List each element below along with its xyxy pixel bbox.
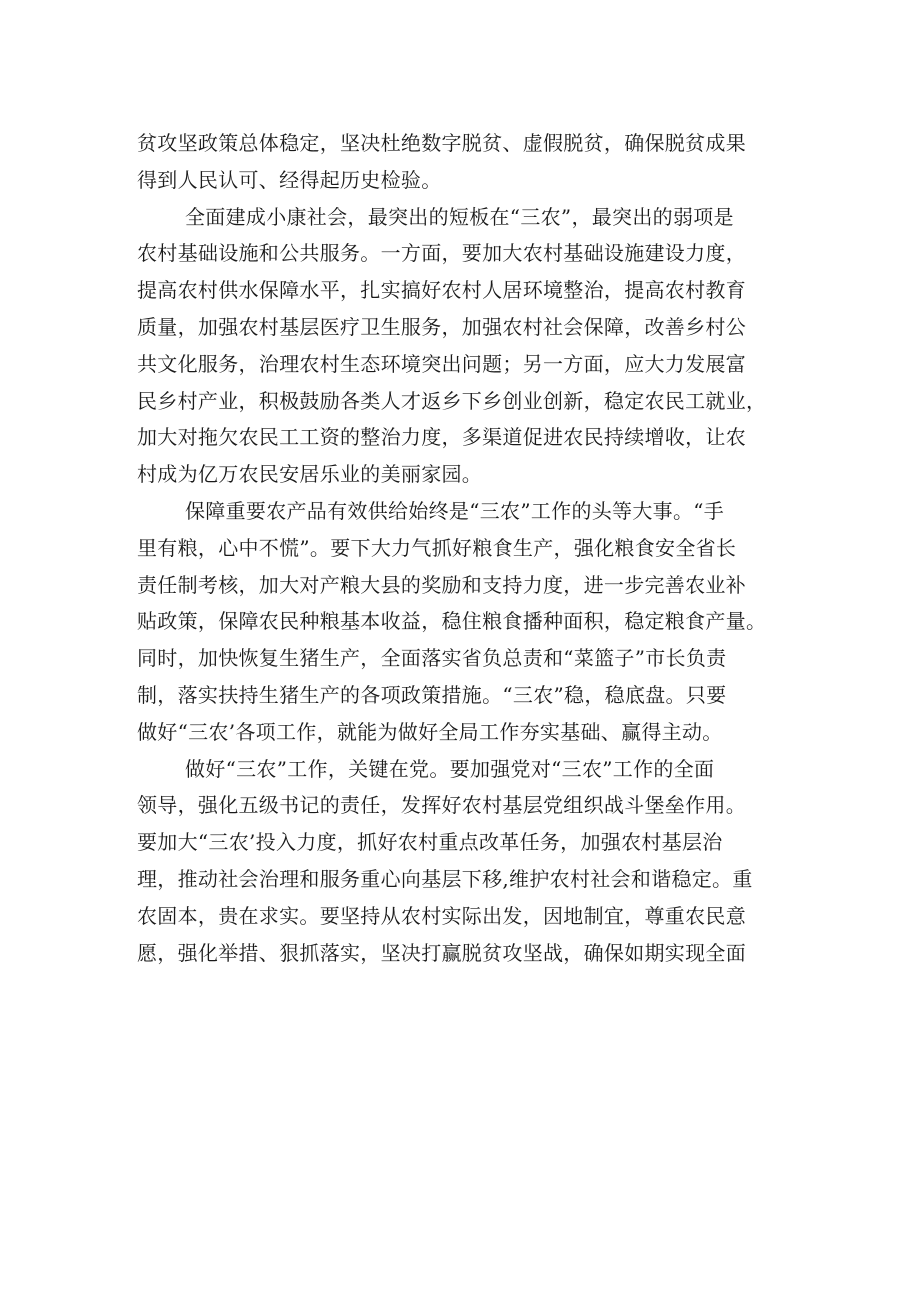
paragraph-2 (137, 199, 803, 493)
text-line: 愿，强化举措、狠抓落实，坚决打赢脱贫攻坚战，确保如期实现全面 (137, 940, 746, 965)
text-line: 共文化服务，治理农村生态环境突出问题；另一方面，应大力发展富 (137, 351, 746, 376)
text-line: 责任制考核，加大对产粮大县的奖励和支持力度，进一步完善农业补 (137, 572, 746, 597)
text-line: 贴政策，保障农民种粮基本收益，稳住粮食播种面积，稳定粮食产量。 (137, 609, 767, 634)
text-line: 做好“三农’各项工作，就能为做好全局工作夯实基础、赢得主动。 (137, 719, 723, 744)
text-line: 全面建成小康社会，最突出的短板在“三农”，最突出的弱项是 (185, 204, 734, 229)
text-line: 加大对拖欠农民工工资的整治力度，多渠道促进农民持续增收，让农 (137, 425, 746, 450)
text-line: 贫攻坚政策总体稳定，坚决杜绝数字脱贫、虚假脱贫，确保脱贫成果 (137, 131, 746, 155)
paragraph-3 (137, 493, 803, 751)
text-line: 村成为亿万农民安居乐业的美丽家园。 (137, 462, 483, 487)
text-line: 同时，加快恢复生猪生产，全面落实省负总责和“菜篮子”市长负责 (137, 646, 727, 671)
text-line: 保障重要农产品有效供给始终是“三农”工作的头等大事。“手 (185, 498, 725, 523)
paragraph-4 (137, 751, 803, 972)
text-line: 农村基础设施和公共服务。一方面，要加大农村基础设施建设力度， (137, 241, 746, 266)
text-line: 里有粮，心中不慌”。要下大力气抓好粮食生产，强化粮食安全省长 (137, 535, 737, 560)
text-line: 提高农村供水保障水平，扎实搞好农村人居环境整治，提高农村教育 (137, 278, 746, 303)
document-body (137, 125, 803, 971)
text-line: 理，推动社会治理和服务重心向基层下移,维护农村社会和谐稳定。重 (137, 866, 753, 891)
text-line: 民乡村产业，积极鼓励各类人才返乡下乡创业创新，稳定农民工就业， (137, 388, 767, 413)
paragraph-1 (137, 125, 803, 199)
text-line: 制，落实扶持生猪生产的各项政策措施。“三农”稳，稳底盘。只要 (137, 682, 727, 707)
text-line: 要加大“三农’投入力度，抓好农村重点改革任务，加强农村基层治 (137, 830, 723, 855)
text-line: 得到人民认可、经得起历史检验。 (137, 167, 442, 192)
text-line: 领导，强化五级书记的责任，发挥好农村基层党组织战斗堡垒作用。 (137, 793, 746, 818)
text-line: 农固本，贵在求实。要坚持从农村实际出发，因地制宜，尊重农民意 (137, 903, 746, 928)
text-line: 质量，加强农村基层医疗卫生服务，加强农村社会保障，改善乡村公 (137, 314, 746, 339)
text-line: 做好“三农”工作，关键在党。要加强党对“三农”工作的全面 (185, 756, 715, 781)
